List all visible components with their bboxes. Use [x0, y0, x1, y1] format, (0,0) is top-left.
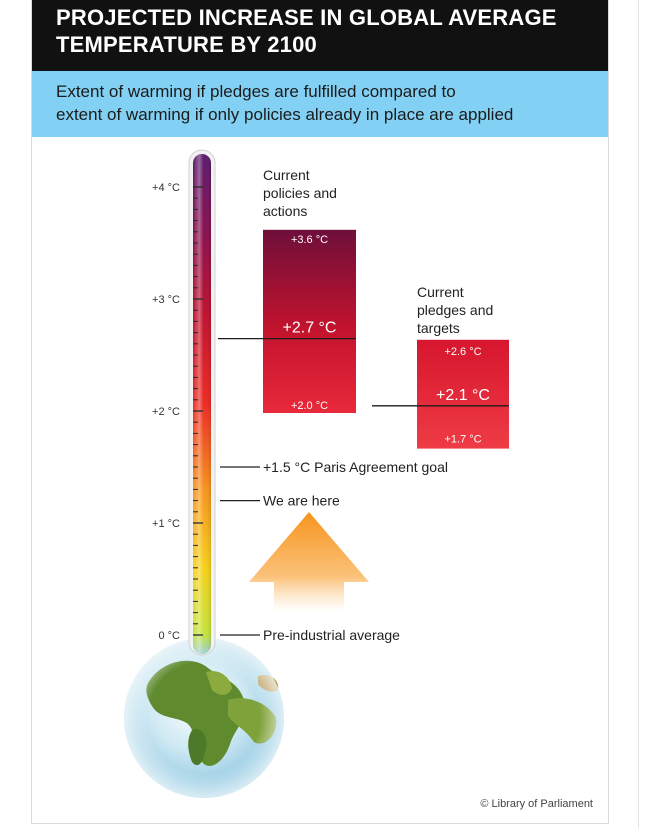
- range-mid-label: +2.7 °C: [282, 319, 337, 337]
- credit-text: © Library of Parliament: [480, 798, 593, 810]
- tick-label: +3 °C: [152, 294, 180, 306]
- marker-label: Pre-industrial average: [263, 627, 400, 643]
- tick-label: 0 °C: [158, 630, 180, 642]
- range-low-label: +2.0 °C: [290, 400, 329, 412]
- title-line-1: PROJECTED INCREASE IN GLOBAL AVERAGE: [56, 5, 557, 30]
- scenario-name: pledges and: [417, 301, 494, 318]
- marker-label: +1.5 °C Paris Agreement goal: [263, 459, 448, 475]
- subtitle-line-2: extent of warming if only policies already in place are applied: [56, 105, 514, 124]
- tick-label: +1 °C: [152, 518, 180, 530]
- temperature-chart: [32, 0, 609, 824]
- tick-label: +2 °C: [152, 406, 180, 418]
- tick-label: +4 °C: [152, 182, 180, 194]
- range-high-label: +3.6 °C: [290, 233, 329, 246]
- scenario-name: policies and: [263, 184, 337, 201]
- range-high-label: +2.6 °C: [444, 345, 482, 358]
- infographic-card: [31, 0, 609, 824]
- title-line-2: TEMPERATURE BY 2100: [56, 32, 317, 57]
- warming-arrow-icon: [249, 512, 369, 612]
- scenario-ranges: [218, 167, 509, 449]
- range-mid-label: +2.1 °C: [436, 386, 490, 404]
- scenario-name: Current: [417, 283, 464, 300]
- globe-bulb-icon: [124, 638, 284, 798]
- scenario-name: targets: [417, 319, 460, 336]
- marker-label: We are here: [263, 492, 340, 509]
- subtitle-line-1: Extent of warming if pledges are fulfilled compared to: [56, 82, 456, 101]
- scenario-name: actions: [263, 202, 308, 219]
- scenario-name: Current: [263, 166, 310, 183]
- range-low-label: +1.7 °C: [444, 433, 482, 446]
- thermometer: [189, 150, 215, 655]
- page-divider: [638, 0, 639, 828]
